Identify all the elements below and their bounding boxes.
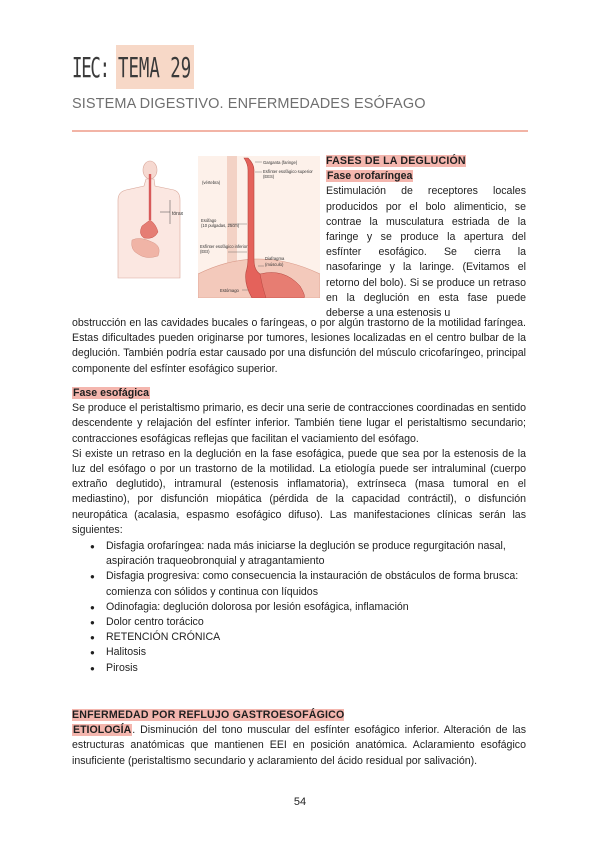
- label-diaphragm: Diafragma: [265, 256, 285, 261]
- section-orofaringea-intro: [326, 154, 526, 321]
- page-number: 54: [293, 796, 307, 808]
- paragraph-orofaringea-right: Estimulación de receptores locales producidos por el bolo alimenticio, se contrae la musculatura estriada de la faringe y se produce la apertura del esfínter esofágico. Se cierra la nasofaringe y la laringe. (Evitamos el retorno del bolo). Si se produce un retraso en la deglución en esta fase puede deberse a una estenosis u: [326, 185, 526, 320]
- list-item: ● Pirosis: [90, 661, 526, 676]
- list-item: ● Odinofagia: deglución dolorosa por lesión esofágica, inflamación: [90, 600, 526, 615]
- paragraph-esofagica-2: Si existe un retraso en la deglución en la fase esofágica, puede que sea por la estenosis de la luz del esófago o por un trastorno de la motilidad. La etiología puede ser intraluminal (cuerpo extraño deglutido), intramural (estenosis inflamatoria), extrínseca (masa tumoral en el mediastino), por disfunción miopática (pérdida de la capacidad contráctil), o disfunción neuropática (acalasia, espasmo esofágico difuso). Las manifestaciones clínicas serán las siguientes:: [72, 447, 526, 536]
- paragraph-esofagica-1: Se produce el peristaltismo primario, es decir una serie de contracciones coordinadas en sentido descendente y relajación del esfínter inferior. También tiene lugar el peristaltismo secundario; contracciones esofágicas reflejas que facilitan el vaciamiento del esófago.: [72, 402, 527, 445]
- label-pharynx: Garganta (faringe): [263, 160, 298, 165]
- subheading-fase-orofaringea: Fase orofaríngea: [327, 170, 413, 183]
- section-heading-fases: FASES DE LA DEGLUCIÓN: [326, 155, 466, 167]
- document-subtitle: SISTEMA DIGESTIVO. ENFERMEDADES ESÓFAGO: [72, 96, 426, 112]
- title-prefix: IEC:: [72, 50, 109, 84]
- paragraph-etiologia: [72, 723, 526, 769]
- label-esophagus-sub: (10 pulgadas, 25cm): [201, 223, 240, 228]
- title-text: TEMA 29: [118, 50, 192, 84]
- list-item: ● RETENCIÓN CRÓNICA: [90, 630, 526, 645]
- list-item: ● Disfagia orofaríngea: nada más iniciarse la deglución se produce regurgitación nasal, aspiración traqueobronquial y atragantamiento: [90, 539, 526, 569]
- etiologia-text: . Disminución del tono muscular del esfínter esofágico inferior. Alteración de las estructuras anatómicas que mantienen EEI en posición anatómica. Aclaramiento esofágico insuficiente (peristaltismo secundario y aclaramiento del ácido residual por salivación).: [72, 724, 526, 767]
- label-etiologia: ETIOLOGÍA: [73, 724, 132, 737]
- list-item: ● Dolor centro torácico: [90, 615, 526, 630]
- label-les: Esfínter esofágico inferior: [200, 244, 248, 249]
- body-silhouette-figure: [96, 160, 186, 280]
- label-diaphragm-sub: (músculo): [265, 262, 284, 267]
- section-orofaringea-continuation: [72, 316, 526, 377]
- thorax-label: tórax: [172, 211, 184, 217]
- label-esophagus: Esófago: [201, 218, 217, 223]
- section-heading-erge: ENFERMEDAD POR REFLUJO GASTROESOFÁGICO: [72, 709, 345, 721]
- label-stomach: Estómago: [220, 288, 239, 293]
- label-ues-sub: (EES): [263, 174, 275, 179]
- label-vertebra: (vértebra): [202, 180, 221, 185]
- esophagus-anatomy-figure: [198, 156, 320, 298]
- section-fase-esofagica: [72, 386, 526, 676]
- label-les-sub: (EEI): [200, 249, 210, 254]
- manifestations-list: [90, 539, 526, 676]
- section-erge: [72, 708, 526, 769]
- list-item: ● Disfagia progresiva: como consecuencia la instauración de obstáculos de forma brusca: comienza con sólidos y continua con líquidos: [90, 569, 526, 599]
- paragraph-orofaringea-full: obstrucción en las cavidades bucales o faríngeas, o por algún trastorno de la motilidad faríngea. Estas dificultades pueden originarse por tumores, lesiones localizadas en el centro bulbar de la deglución. También podría estar causado por una disfunción del músculo cricofaríngeo, principal componente del esfínter esofágico superior.: [72, 317, 526, 375]
- subheading-fase-esofagica: Fase esofágica: [73, 387, 149, 399]
- title-highlight: [116, 45, 194, 89]
- list-item: ● Halitosis: [90, 645, 526, 660]
- label-ues: Esfínter esofágico superior: [263, 169, 313, 174]
- header-divider: [72, 130, 528, 132]
- document-title: [72, 44, 194, 90]
